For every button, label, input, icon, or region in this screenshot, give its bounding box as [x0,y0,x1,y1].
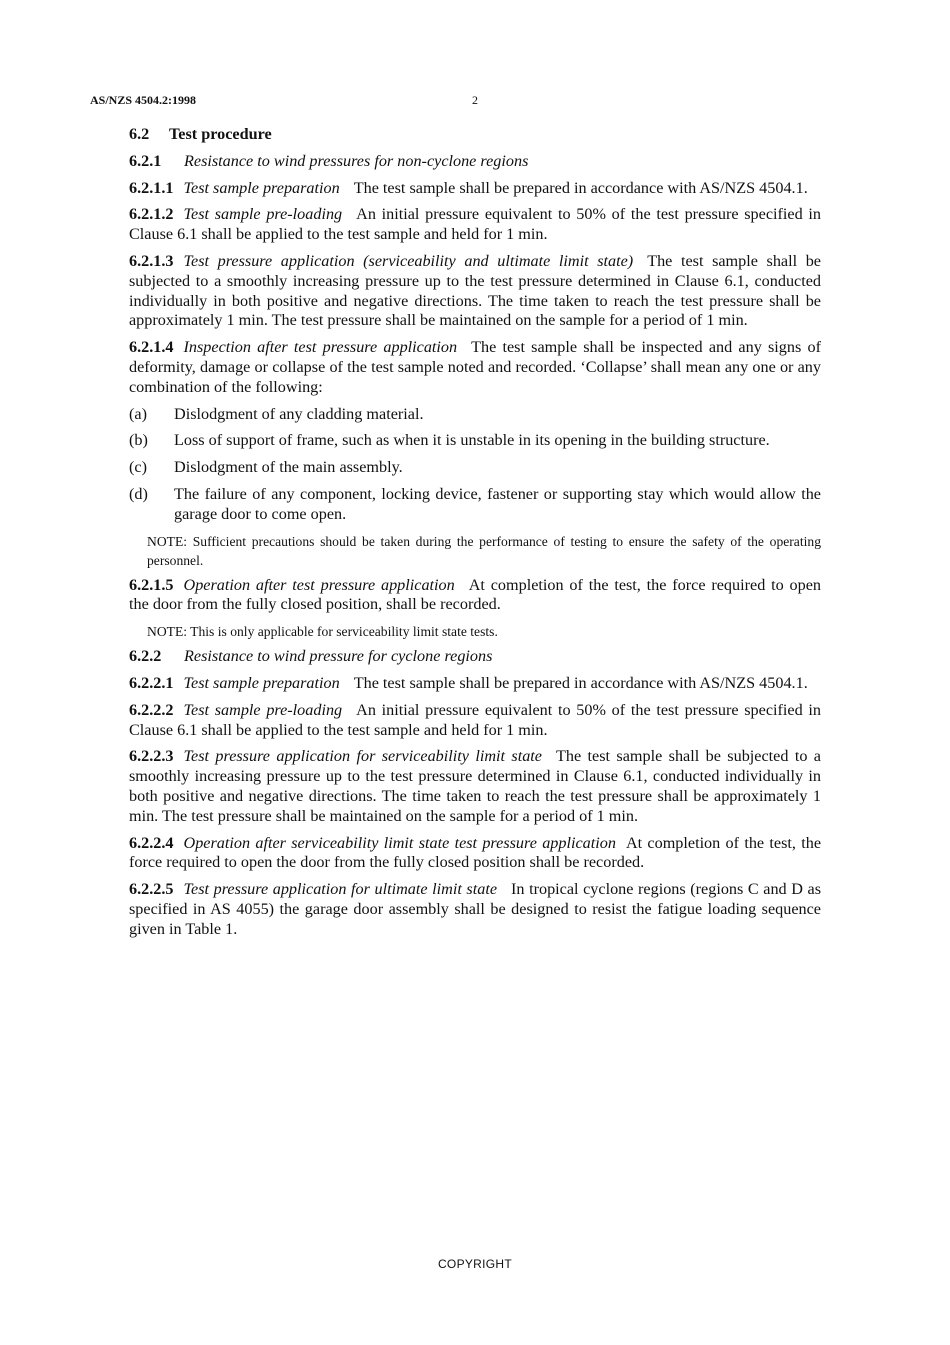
list-item-text: Dislodgment of the main assembly. [174,458,403,477]
document-body [129,125,821,947]
clause-text: In tropical cyclone regions (regions C and D as specified in AS 4055) the garage door assembly shall be designed to resist the fatigue loading sequence given in Table 1. [129,880,821,938]
clause-number: 6.2.2.2 [129,700,174,719]
clause-6-2-2-1 [129,674,821,694]
clause-text: The test sample shall be inspected and any signs of deformity, damage or collapse of the test sample noted and recorded. ‘Collapse’ shall mean any one or any combination of the following: [129,338,821,396]
clause-title: Operation after serviceability limit state test pressure application [183,833,616,852]
clause-title: Inspection after test pressure application [183,338,458,357]
page-number: 2 [472,93,478,107]
clause-text: At completion of the test, the force required to open the door from the fully closed position, shall be recorded. [129,575,822,614]
clause-text: The test sample shall be prepared in accordance with AS/NZS 4504.1. [353,178,808,197]
clause-6-2-2-4 [129,834,821,874]
clause-6-2-1-3 [129,252,821,331]
clause-title: Test pressure application for ultimate limit state [183,880,498,899]
clause-title: Test sample preparation [183,673,340,692]
list-item [129,431,821,451]
clause-title: Test sample preparation [183,178,340,197]
list-item [129,458,821,478]
subsection-number: 6.2.1 [129,151,162,170]
clause-number: 6.2.2.3 [129,747,174,766]
list-item-label: (c) [129,458,147,477]
clause-title: Operation after test pressure application [183,575,455,594]
clause-title: Test sample pre-loading [183,700,343,719]
subsection-number: 6.2.2 [129,647,162,666]
clause-number: 6.2.2.1 [129,673,174,692]
list-item-label: (a) [129,404,147,423]
clause-6-2-1-5 [129,576,821,616]
clause-6-2-1-4 [129,338,821,397]
subsection-title: Resistance to wind pressure for cyclone regions [184,647,493,666]
clause-text: The test sample shall be subjected to a smoothly increasing pressure up to the test pressure determined in Clause 6.1, conducted individually in both positive and negative directions. The time taken to reach the test pressure shall be approximately 1 min. The test pressure shall be maintained on the sample for a period of 1 min. [129,747,821,825]
clause-6-2-1-1 [129,179,821,199]
clause-number: 6.2.2.5 [129,880,174,899]
clause-title: Test pressure application (serviceability and ultimate limit state) [183,251,634,270]
clause-title: Test pressure application for serviceability limit state [183,747,542,766]
clause-6-2-1-2 [129,205,821,245]
clause-text: The test sample shall be prepared in accordance with AS/NZS 4504.1. [353,673,808,692]
clause-text: An initial pressure equivalent to 50% of the test pressure specified in Clause 6.1 shall be applied to the test sample and held for 1 min. [129,700,821,739]
section-heading [129,125,821,145]
note-safety: NOTE: Sufficient precautions should be taken during the performance of testing to ensure the safety of the operating personnel. [147,533,821,568]
clause-6-2-2-3 [129,747,821,826]
section-number: 6.2 [129,125,150,143]
section-title: Test procedure [169,125,272,143]
list-item-text: Loss of support of frame, such as when it is unstable in its opening in the building structure. [174,431,770,450]
clause-number: 6.2.1.5 [129,575,174,594]
note-serviceability: NOTE: This is only applicable for serviceability limit state tests. [147,624,498,640]
clause-number: 6.2.1.1 [129,178,174,197]
clause-6-2-2-2 [129,701,821,741]
clause-text: The test sample shall be subjected to a smoothly increasing pressure up to the test pressure determined in Clause 6.1, conducted individually in both positive and negative directions. The time taken to reach the test pressure shall be approximately 1 min. The test pressure shall be maintained on the sample for a period of 1 min. [129,251,821,330]
collapse-criteria-list [129,405,821,525]
subsection-heading-6-2-2 [129,647,821,667]
list-item [129,405,821,425]
list-item-text: Dislodgment of any cladding material. [174,404,424,423]
list-item-label: (b) [129,431,148,450]
clause-text: An initial pressure equivalent to 50% of the test pressure specified in Clause 6.1 shall be applied to the test sample and held for 1 min. [129,205,821,244]
clause-text: At completion of the test, the force required to open the door from the fully closed position shall be recorded. [129,833,821,872]
clause-number: 6.2.1.2 [129,205,174,224]
subsection-title: Resistance to wind pressures for non-cyclone regions [184,151,529,170]
clause-number: 6.2.2.4 [129,833,174,852]
clause-6-2-2-5 [129,880,821,939]
list-item-text: The failure of any component, locking device, fastener or supporting stay which would allow the garage door to come open. [174,484,821,523]
clause-number: 6.2.1.3 [129,251,174,270]
list-item-label: (d) [129,484,148,503]
copyright-footer: COPYRIGHT [437,1257,513,1271]
clause-title: Test sample pre-loading [183,205,343,224]
list-item [129,485,821,525]
clause-number: 6.2.1.4 [129,338,174,357]
standard-designation: AS/NZS 4504.2:1998 [90,93,197,107]
subsection-heading-6-2-1 [129,152,821,172]
